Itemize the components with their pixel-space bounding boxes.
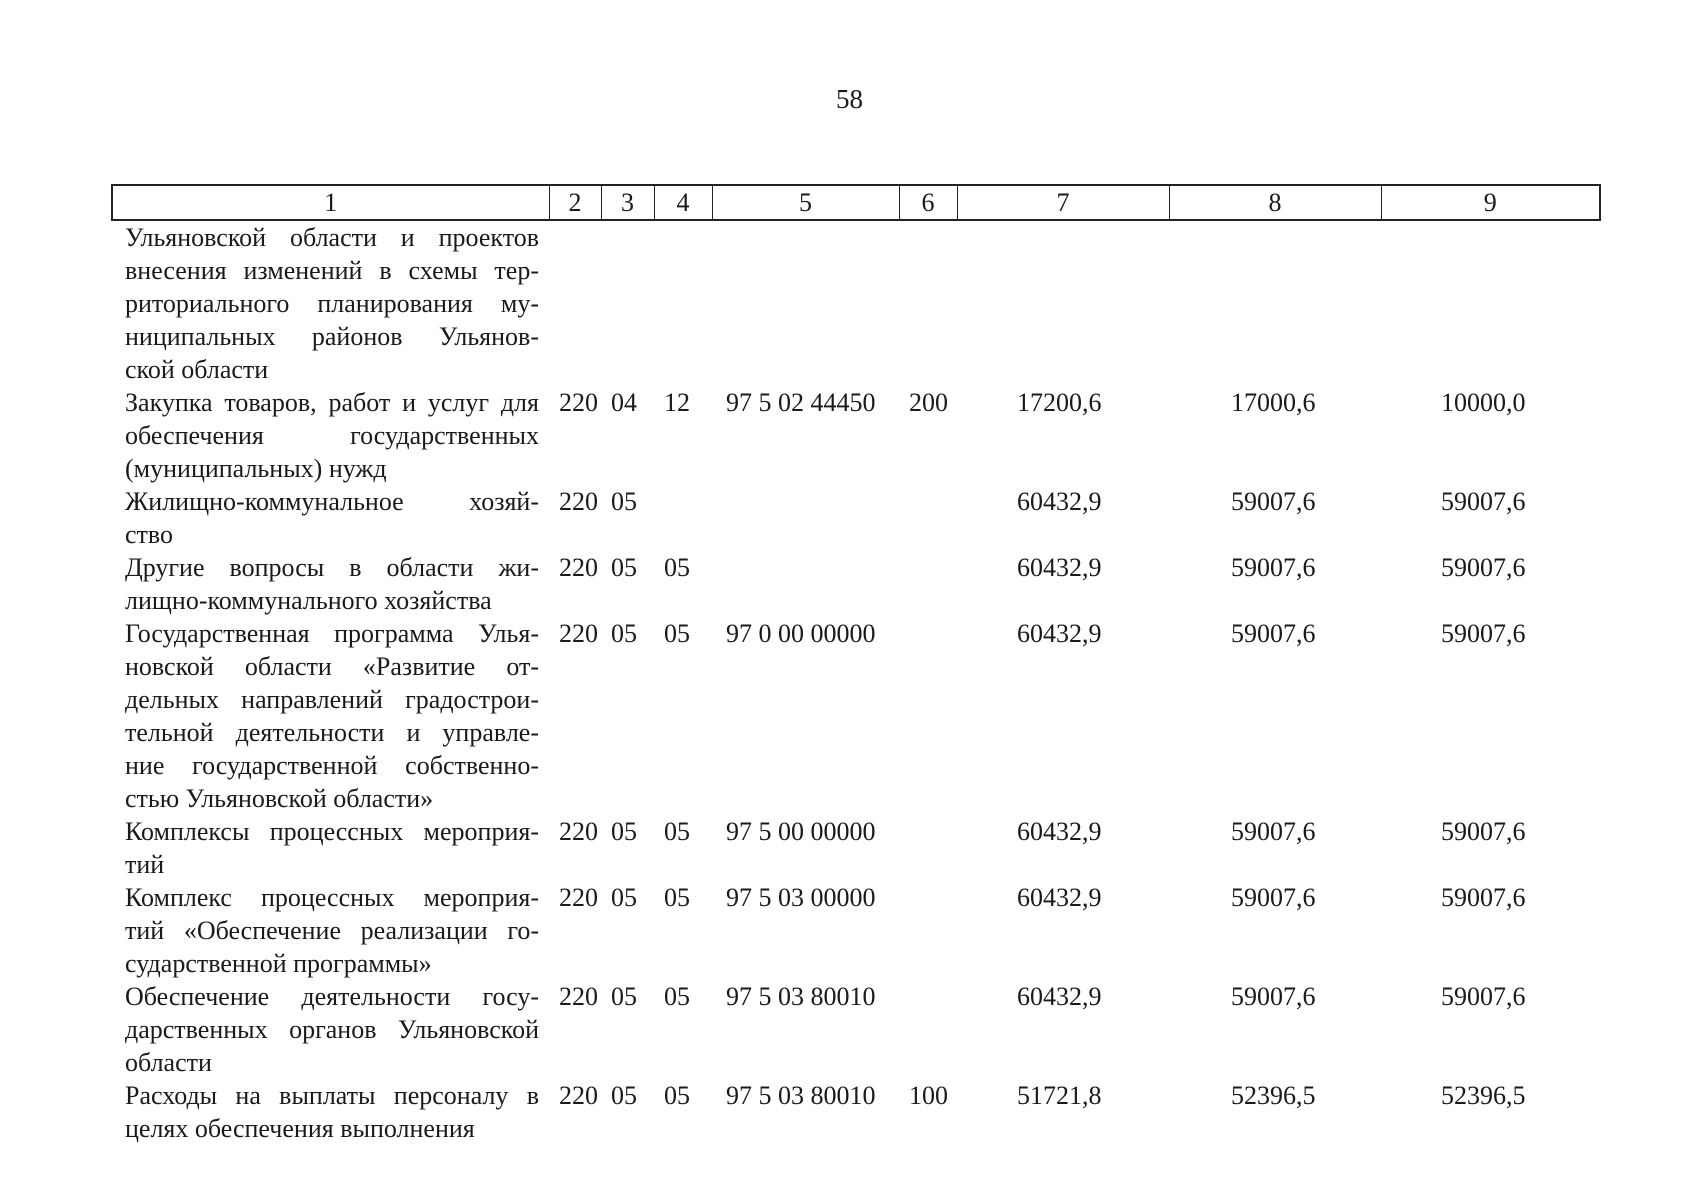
cell-c2 (549, 220, 601, 386)
cell-c9: 59007,6 (1441, 487, 1526, 516)
cell-c9: 59007,6 (1441, 982, 1526, 1011)
cell-c8: 17000,6 (1231, 388, 1316, 417)
row-name-line: (муниципальных) нужд (125, 454, 387, 483)
row-name-line: Ульяновской области и проектов (125, 223, 539, 252)
cell-c9: 59007,6 (1441, 817, 1526, 846)
cell-c5: 97 5 02 44450 (726, 388, 876, 417)
cell-c4: 05 (664, 553, 690, 582)
cell-c4: 05 (664, 982, 690, 1011)
row-name-line: Государственная программа Улья- (125, 619, 539, 648)
cell-c7: 17200,6 (1017, 388, 1102, 417)
table-row (112, 980, 1600, 1079)
cell-c7 (957, 220, 1169, 386)
cell-c6: 100 (909, 1081, 948, 1110)
row-name-line: сударственной программы» (125, 949, 432, 978)
row-name-line: ниципальных районов Ульянов- (125, 322, 539, 351)
cell-c5: 97 5 00 00000 (726, 817, 876, 846)
row-name-line: Комплексы процессных мероприя- (125, 817, 539, 846)
cell-c7: 60432,9 (1017, 982, 1102, 1011)
cell-c2: 220 (559, 487, 598, 516)
cell-c4: 05 (664, 817, 690, 846)
row-name-line: Расходы на выплаты персоналу в (125, 1081, 539, 1110)
table-row (112, 551, 1600, 617)
cell-c3 (601, 220, 654, 386)
cell-c8: 59007,6 (1231, 619, 1316, 648)
cell-c5 (712, 220, 899, 386)
cell-c5 (712, 485, 899, 551)
row-name-cell (112, 617, 549, 815)
row-name-line: стью Ульяновской области» (125, 784, 434, 813)
cell-c3: 05 (611, 982, 637, 1011)
cell-c3: 05 (611, 817, 637, 846)
row-name-line: тельной деятельности и управле- (125, 718, 539, 747)
cell-c6 (899, 815, 957, 881)
cell-c4: 05 (664, 883, 690, 912)
cell-c2: 220 (559, 619, 598, 648)
row-name-cell (112, 815, 549, 881)
col-header-1: 1 (112, 185, 549, 220)
cell-c7: 60432,9 (1017, 619, 1102, 648)
col-header-8: 8 (1169, 185, 1381, 220)
cell-c9: 52396,5 (1441, 1081, 1526, 1110)
cell-c3: 05 (611, 883, 637, 912)
cell-c2: 220 (559, 883, 598, 912)
cell-c6: 200 (909, 388, 948, 417)
cell-c7: 60432,9 (1017, 883, 1102, 912)
cell-c8 (1169, 220, 1381, 386)
cell-c6 (899, 551, 957, 617)
table-row (112, 1079, 1600, 1145)
cell-c8: 59007,6 (1231, 982, 1316, 1011)
cell-c5 (712, 551, 899, 617)
row-name-line: тий «Обеспечение реализации го- (125, 916, 539, 945)
row-name-line: ние государственной собственно- (125, 751, 539, 780)
cell-c8: 59007,6 (1231, 487, 1316, 516)
cell-c9: 10000,0 (1441, 388, 1526, 417)
cell-c9 (1381, 220, 1600, 386)
cell-c5: 97 0 00 00000 (726, 619, 876, 648)
cell-c3: 05 (611, 619, 637, 648)
cell-c3: 05 (611, 1081, 637, 1110)
col-header-7: 7 (957, 185, 1169, 220)
row-name-line: Закупка товаров, работ и услуг для (125, 388, 539, 417)
row-name-line: области (125, 1048, 212, 1077)
row-name-cell (112, 980, 549, 1079)
cell-c3: 04 (611, 388, 637, 417)
row-name-line: новской области «Развитие от- (125, 652, 539, 681)
cell-c3: 05 (611, 553, 637, 582)
cell-c9: 59007,6 (1441, 619, 1526, 648)
cell-c3: 05 (611, 487, 637, 516)
row-name-cell (112, 881, 549, 980)
cell-c4 (654, 485, 712, 551)
cell-c4: 05 (664, 619, 690, 648)
row-name-line: дарственных органов Ульяновской (125, 1015, 539, 1044)
cell-c2: 220 (559, 388, 598, 417)
row-name-line: Жилищно-коммунальное хозяй- (125, 487, 539, 516)
table-row (112, 386, 1600, 485)
row-name-line: риториального планирования му- (125, 289, 539, 318)
table-row (112, 617, 1600, 815)
cell-c2: 220 (559, 817, 598, 846)
row-name-line: Комплекс процессных мероприя- (125, 883, 539, 912)
col-header-2: 2 (549, 185, 601, 220)
cell-c8: 59007,6 (1231, 883, 1316, 912)
cell-c9: 59007,6 (1441, 553, 1526, 582)
row-name-line: ство (125, 520, 174, 549)
row-name-line: тий (125, 850, 165, 879)
table-body (112, 220, 1600, 1145)
row-name-cell (112, 220, 549, 386)
table-row (112, 881, 1600, 980)
cell-c4: 05 (664, 1081, 690, 1110)
col-header-6: 6 (899, 185, 957, 220)
cell-c2: 220 (559, 1081, 598, 1110)
col-header-3: 3 (601, 185, 654, 220)
row-name-cell (112, 386, 549, 485)
cell-c4: 12 (664, 388, 690, 417)
col-header-9: 9 (1381, 185, 1600, 220)
cell-c2: 220 (559, 553, 598, 582)
row-name-line: обеспечения государственных (125, 421, 539, 450)
cell-c5: 97 5 03 00000 (726, 883, 876, 912)
cell-c8: 52396,5 (1231, 1081, 1316, 1110)
cell-c8: 59007,6 (1231, 817, 1316, 846)
column-number-row (112, 185, 1600, 220)
budget-table (111, 184, 1601, 1145)
row-name-line: Другие вопросы в области жи- (125, 553, 539, 582)
cell-c6 (899, 220, 957, 386)
cell-c7: 60432,9 (1017, 817, 1102, 846)
row-name-cell (112, 551, 549, 617)
table-row (112, 815, 1600, 881)
row-name-line: Обеспечение деятельности госу- (125, 982, 539, 1011)
row-name-line: дельных направлений градострои- (125, 685, 539, 714)
col-header-4: 4 (654, 185, 712, 220)
row-name-line: целях обеспечения выполнения (125, 1114, 475, 1143)
page-number: 58 (836, 84, 863, 114)
table-row (112, 485, 1600, 551)
row-name-cell (112, 485, 549, 551)
row-name-line: внесения изменений в схемы тер- (125, 256, 539, 285)
cell-c7: 60432,9 (1017, 553, 1102, 582)
col-header-5: 5 (712, 185, 899, 220)
row-name-line: лищно-коммунального хозяйства (125, 586, 492, 615)
cell-c6 (899, 881, 957, 980)
cell-c6 (899, 485, 957, 551)
cell-c8: 59007,6 (1231, 553, 1316, 582)
cell-c7: 51721,8 (1017, 1081, 1102, 1110)
cell-c2: 220 (559, 982, 598, 1011)
row-name-line: ской области (125, 355, 269, 384)
cell-c4 (654, 220, 712, 386)
cell-c7: 60432,9 (1017, 487, 1102, 516)
cell-c5: 97 5 03 80010 (726, 982, 876, 1011)
table-row (112, 220, 1600, 386)
cell-c6 (899, 617, 957, 815)
cell-c5: 97 5 03 80010 (726, 1081, 876, 1110)
cell-c9: 59007,6 (1441, 883, 1526, 912)
row-name-cell (112, 1079, 549, 1145)
cell-c6 (899, 980, 957, 1079)
